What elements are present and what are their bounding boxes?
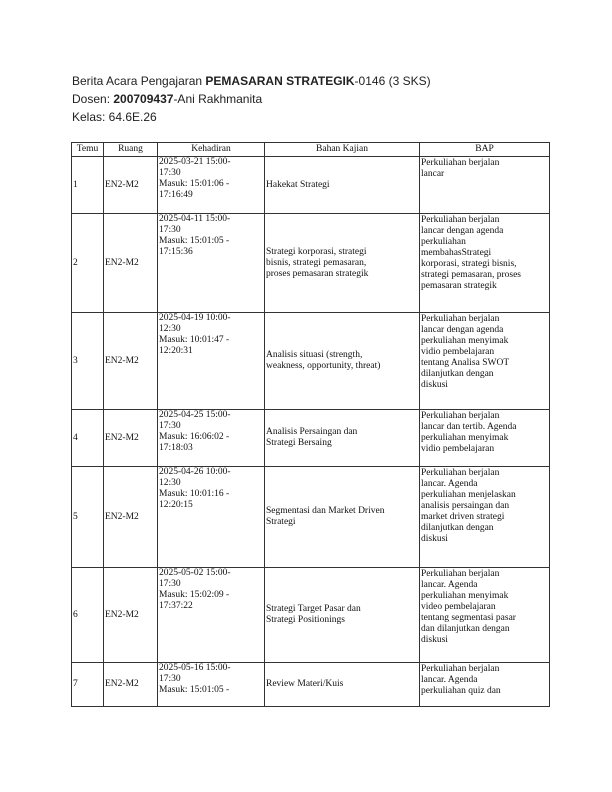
table-row: [72, 214, 550, 313]
table-row: [72, 568, 550, 663]
cell-ruang-text: EN2-M2: [105, 609, 139, 620]
cell-kehadiran: [158, 663, 265, 707]
cell-bap-text: Perkuliahan berjalan lancar. Agenda perkuliahan menyimak video pembelajaran tentang segmentasi pasar dan dilanjutkan dengan diskusi: [421, 569, 516, 645]
cell-bahan-kajian-text: Hakekat Strategi: [266, 179, 330, 190]
cell-bahan-kajian-text: Review Materi/Kuis: [266, 679, 344, 689]
cell-bap: [420, 467, 550, 568]
cell-kehadiran-text: 2025-04-19 10:00- 12:30 Masuk: 10:01:47 - 12:20:31: [159, 313, 231, 356]
cell-ruang-text: EN2-M2: [105, 432, 139, 443]
cell-temu-text: 3: [73, 355, 78, 366]
course-code: -0146 (3 SKS): [354, 74, 431, 88]
cell-kehadiran: [158, 157, 265, 214]
cell-bap-text: Perkuliahan berjalan lancar. Agenda perkuliahan quiz dan: [421, 664, 501, 696]
col-ruang: Ruang: [104, 143, 158, 157]
course-name: PEMASARAN STRATEGIK: [205, 74, 355, 88]
cell-kehadiran-text: 2025-04-11 15:00- 17:30 Masuk: 15:01:05 - 17:15:36: [159, 214, 231, 257]
cell-bap: [420, 313, 550, 410]
cell-bahan-kajian: [265, 568, 420, 663]
cell-bap-text: Perkuliahan berjalan lancar. Agenda perkuliahan menjelaskan analisis persaingan dan market driven strategi dilanjutkan dengan diskusi: [421, 468, 516, 544]
cell-kehadiran: [158, 410, 265, 467]
cell-bap: [420, 214, 550, 313]
cell-bahan-kajian: [265, 410, 420, 467]
table-row: [72, 313, 550, 410]
lecturer-id: 200709437: [113, 92, 174, 106]
cell-temu: [72, 214, 104, 313]
cell-ruang-text: EN2-M2: [105, 679, 139, 689]
table-row: [72, 157, 550, 214]
lecturer-name: -Ani Rakhmanita: [173, 92, 263, 106]
cell-ruang: [104, 214, 158, 313]
attendance-table: [71, 142, 550, 707]
cell-ruang-text: EN2-M2: [105, 257, 139, 268]
report-header: [72, 72, 431, 126]
cell-temu-text: 7: [73, 679, 78, 689]
cell-bahan-kajian-text: Strategi korporasi, strategi bisnis, strategi pemasaran, proses pemasaran strategik: [266, 246, 369, 279]
cell-bap-text: Perkuliahan berjalan lancar dengan agenda perkuliahan menyimak vidio pembelajaran tentang Analisa SWOT dilanjutkan dengan diskusi: [421, 314, 510, 390]
cell-temu: [72, 157, 104, 214]
table-body: [72, 157, 550, 707]
cell-bap: [420, 568, 550, 663]
class-line: Kelas: 64.6E.26: [72, 110, 157, 124]
cell-bahan-kajian-text: Segmentasi dan Market Driven Strategi: [266, 506, 385, 527]
cell-ruang: [104, 313, 158, 410]
cell-ruang: [104, 410, 158, 467]
cell-kehadiran-text: 2025-04-25 15:00- 17:30 Masuk: 16:06:02 - 17:18:03: [159, 410, 231, 453]
col-kehadiran: Kehadiran: [158, 143, 265, 157]
cell-bahan-kajian: [265, 467, 420, 568]
table-row: [72, 467, 550, 568]
cell-bahan-kajian-text: Analisis situasi (strength, weakness, opportunity, threat): [266, 350, 381, 371]
cell-temu: [72, 410, 104, 467]
cell-bap-text: Perkuliahan berjalan lancar dan tertib. Agenda perkuliahan menyimak vidio pembelajaran: [421, 411, 517, 454]
cell-temu-text: 1: [73, 179, 78, 190]
cell-kehadiran: [158, 467, 265, 568]
cell-bap-text: Perkuliahan berjalan lancar dengan agenda perkuliahan membahasStrategi korporasi, strategi bisnis, strategi pemasaran, proses pemasaran strategik: [421, 215, 521, 291]
title-prefix: Berita Acara Pengajaran: [72, 74, 206, 88]
cell-bahan-kajian: [265, 313, 420, 410]
col-temu: Temu: [72, 143, 104, 157]
cell-kehadiran-text: 2025-03-21 15:00- 17:30 Masuk: 15:01:06 - 17:16:49: [159, 157, 231, 200]
cell-ruang-text: EN2-M2: [105, 179, 139, 190]
col-bap: BAP: [420, 143, 550, 157]
cell-bahan-kajian-text: Strategi Target Pasar dan Strategi Positionings: [266, 604, 361, 625]
cell-bap: [420, 157, 550, 214]
cell-kehadiran: [158, 313, 265, 410]
cell-ruang-text: EN2-M2: [105, 355, 139, 366]
cell-temu-text: 4: [73, 432, 78, 443]
cell-temu: [72, 313, 104, 410]
cell-bahan-kajian-text: Analisis Persaingan dan Strategi Bersaing: [266, 427, 358, 448]
cell-temu-text: 6: [73, 609, 78, 620]
cell-ruang: [104, 157, 158, 214]
cell-temu-text: 5: [73, 511, 78, 522]
cell-bahan-kajian: [265, 663, 420, 707]
cell-ruang-text: EN2-M2: [105, 511, 139, 522]
cell-temu: [72, 663, 104, 707]
cell-bahan-kajian: [265, 214, 420, 313]
cell-kehadiran-text: 2025-05-02 15:00- 17:30 Masuk: 15:02:09 - 17:37:22: [159, 568, 231, 611]
cell-temu-text: 2: [73, 257, 78, 268]
cell-ruang: [104, 663, 158, 707]
cell-bap: [420, 410, 550, 467]
cell-bahan-kajian: [265, 157, 420, 214]
report-title: [72, 72, 431, 90]
cell-ruang: [104, 467, 158, 568]
cell-temu: [72, 568, 104, 663]
table-row: [72, 410, 550, 467]
table-row: [72, 663, 550, 707]
cell-kehadiran-text: 2025-04-26 10:00- 12:30 Masuk: 10:01:16 - 12:20:15: [159, 467, 231, 510]
cell-kehadiran-text: 2025-05-16 15:00- 17:30 Masuk: 15:01:05 -: [159, 663, 231, 695]
cell-kehadiran: [158, 214, 265, 313]
lecturer-label: Dosen:: [72, 92, 114, 106]
cell-temu: [72, 467, 104, 568]
table-header-row: [72, 143, 550, 157]
cell-kehadiran: [158, 568, 265, 663]
cell-ruang: [104, 568, 158, 663]
col-bahan-kajian: Bahan Kajian: [265, 143, 420, 157]
cell-bap-text: Perkuliahan berjalan lancar: [421, 158, 500, 179]
lecturer-line: [72, 90, 431, 108]
cell-bap: [420, 663, 550, 707]
